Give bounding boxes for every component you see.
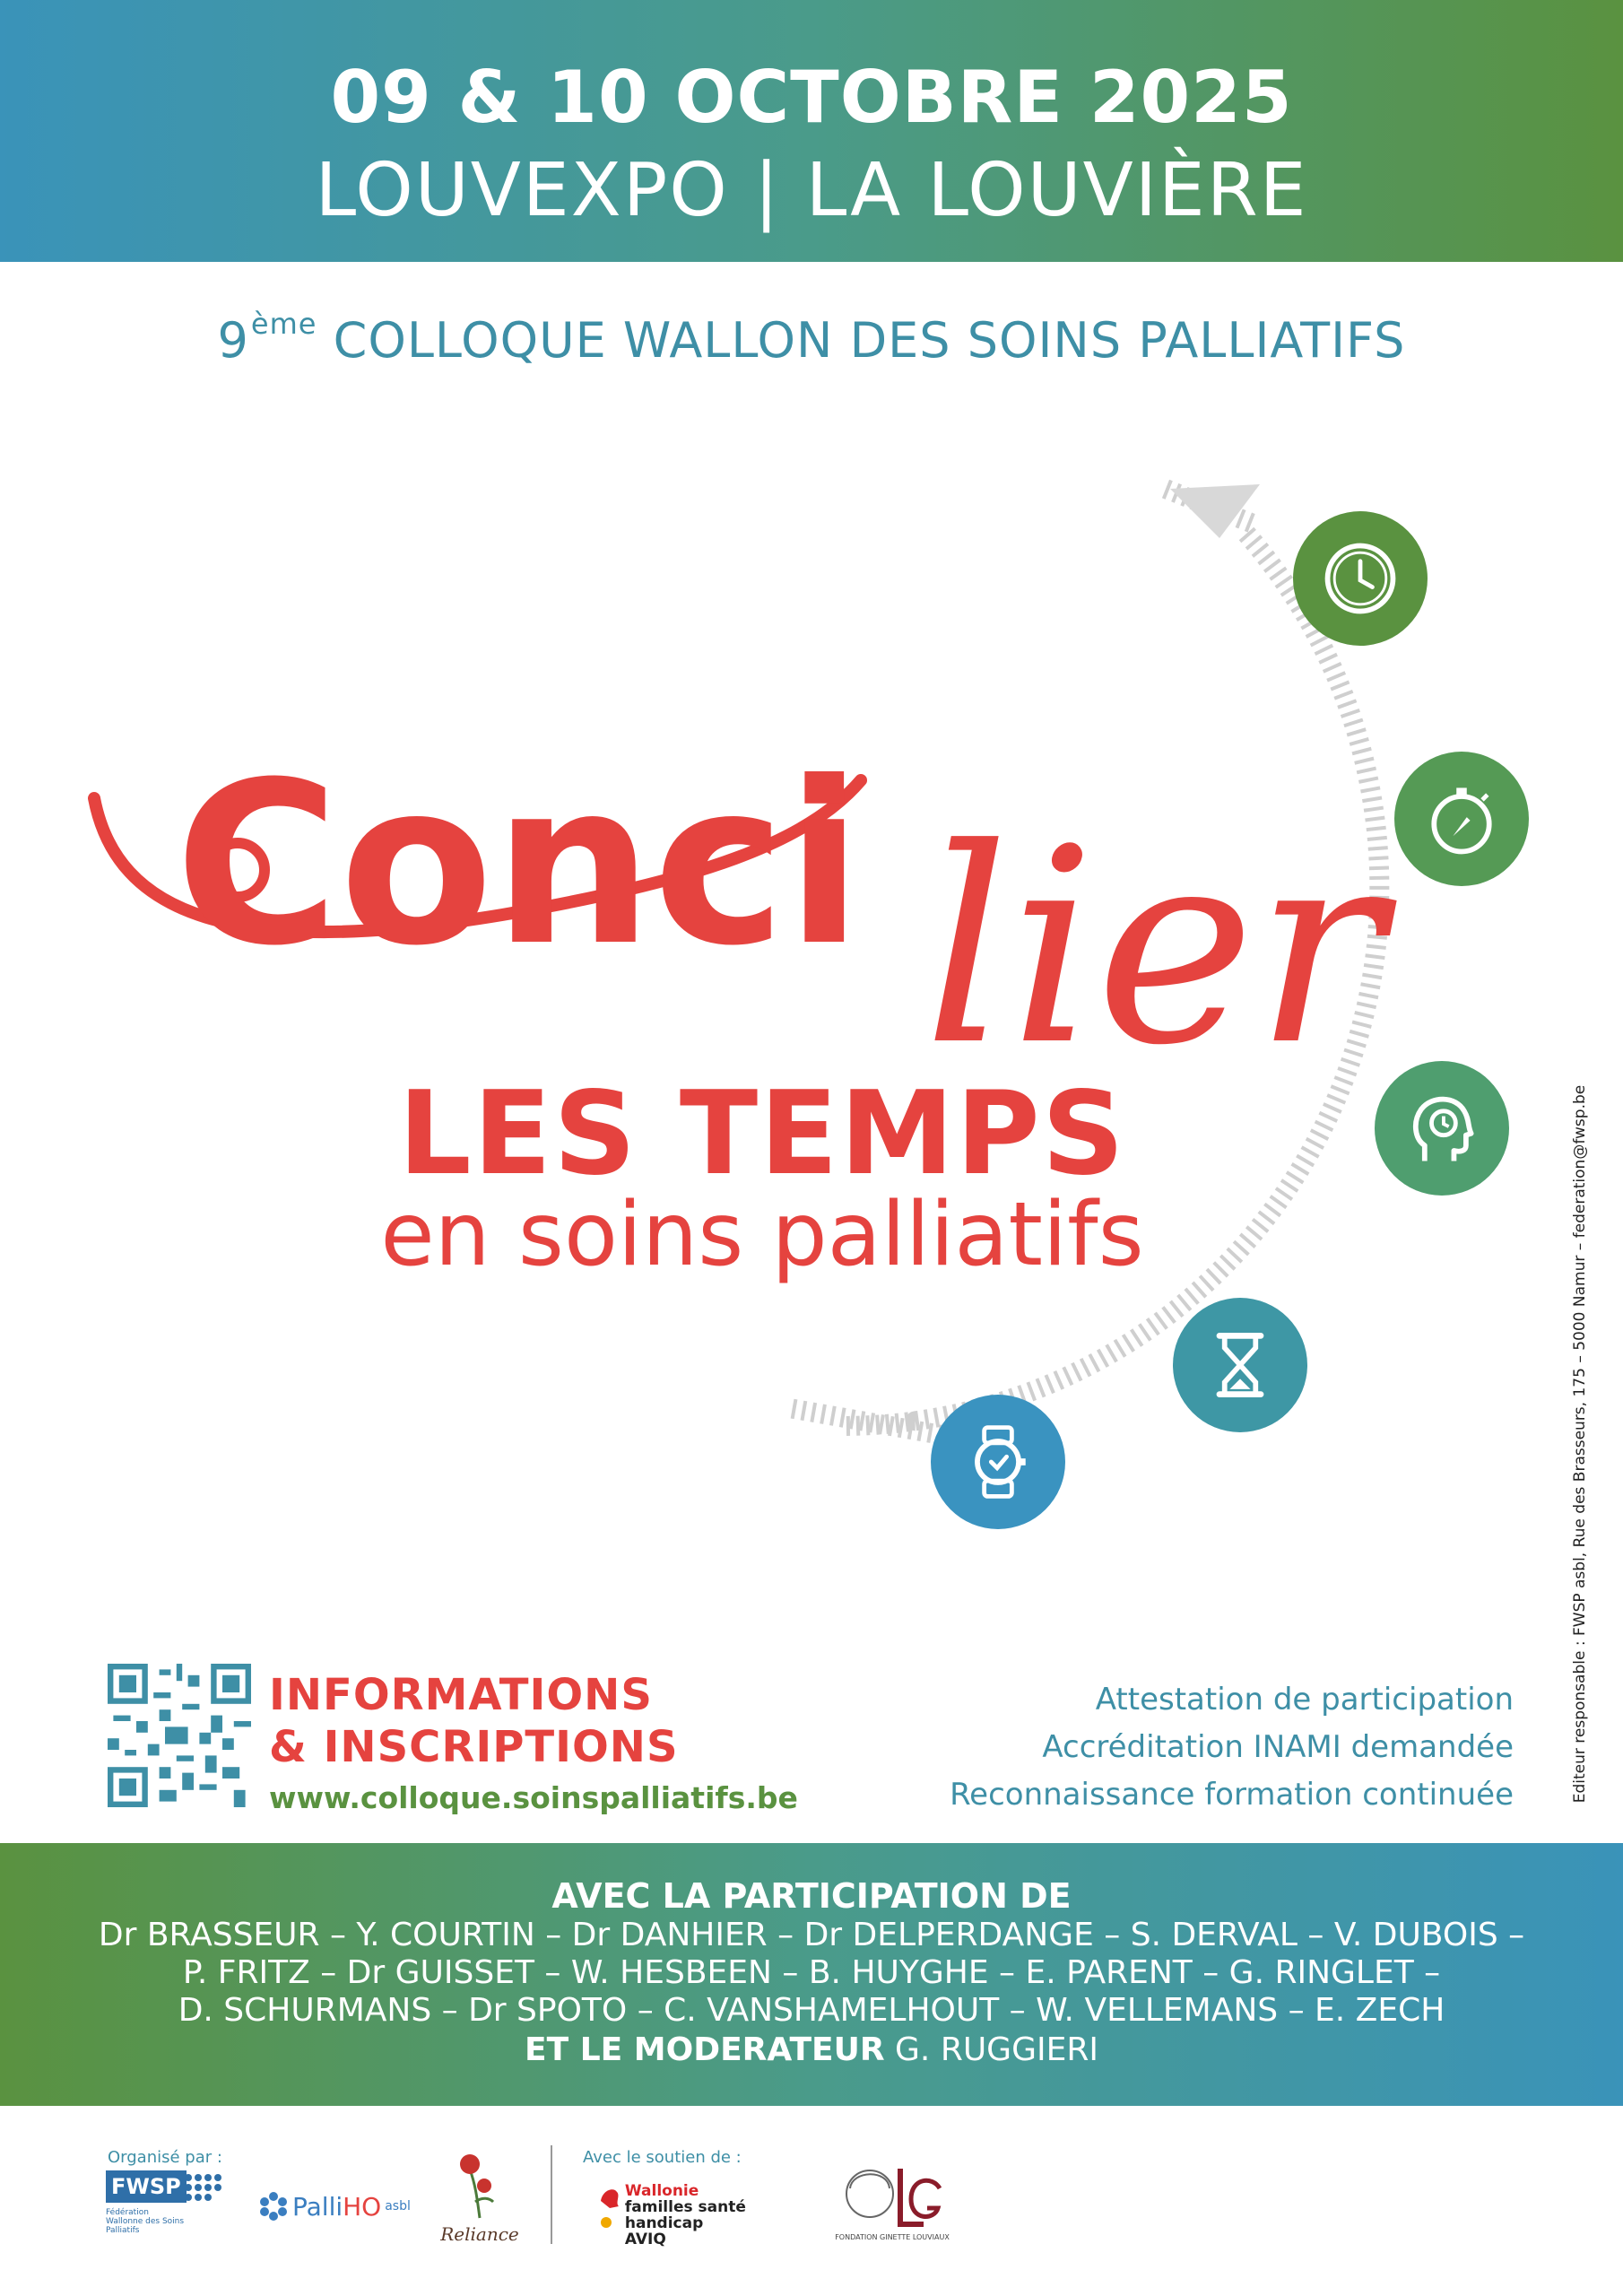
louviaux-logo-text: FONDATION GINETTE LOUVIAUX	[835, 2233, 950, 2241]
fwsp-subtitle: Fédération Wallonne des Soins Palliatifs	[106, 2208, 185, 2235]
wristwatch-icon	[931, 1395, 1065, 1529]
event-venue: LOUVEXPO | LA LOUVIÈRE	[315, 148, 1308, 233]
hourglass-icon	[1173, 1298, 1307, 1432]
event-date: 09 & 10 OCTOBRE 2025	[330, 56, 1293, 139]
reliance-logo	[430, 2148, 529, 2247]
louviaux-portrait-icon	[834, 2161, 950, 2230]
fwsp-dots-icon	[183, 2172, 228, 2203]
ordinal-number: 9	[217, 312, 249, 369]
aviq-text: AVIQ	[624, 2231, 666, 2248]
support-label: Avec le soutien de :	[583, 2148, 742, 2167]
participation-heading: AVEC LA PARTICIPATION DE	[551, 1876, 1072, 1916]
palliho-flower-icon	[258, 2191, 289, 2222]
colloque-name: COLLOQUE WALLON DES SOINS PALLIATIFS	[333, 312, 1406, 369]
title-les-temps: LES TEMPS	[398, 1067, 1126, 1201]
palliho-logo-text-a: Palli	[292, 2191, 343, 2222]
fwsp-logo-text: FWSP	[106, 2170, 187, 2203]
reliance-flower-icon	[430, 2148, 529, 2220]
palliho-logo-text-c: asbl	[385, 2199, 411, 2213]
info-url-link[interactable]: www.colloque.soinspalliatifs.be	[269, 1780, 798, 1815]
palliho-logo-text-b: HO	[343, 2191, 382, 2222]
moderator-line	[0, 2031, 1623, 2068]
moderator-label: ET LE MODERATEUR	[525, 2031, 885, 2068]
speakers-line-1: Dr BRASSEUR – Y. COURTIN – Dr DANHIER – Dr DELPERDANGE – S. DERVAL – V. DUBOIS –	[98, 1917, 1525, 1953]
accreditation-attestation: Attestation de participation	[1095, 1682, 1514, 1718]
info-heading-line2: & INSCRIPTIONS	[269, 1722, 679, 1772]
wallonie-aviq-logo	[597, 2183, 821, 2248]
reliance-logo-text: Reliance	[440, 2223, 519, 2245]
organised-label: Organisé par :	[108, 2148, 222, 2167]
ordinal-suffix: ème	[250, 307, 317, 341]
clock-icon	[1293, 511, 1428, 646]
wallonie-subtext: familles santé handicap	[624, 2198, 746, 2232]
accreditation-inami: Accréditation INAMI demandée	[1042, 1729, 1514, 1765]
speakers-line-2: P. FRITZ – Dr GUISSET – W. HESBEEN – B. HUYGHE – E. PARENT – G. RINGLET –	[182, 1954, 1441, 1991]
louviaux-logo	[834, 2161, 950, 2248]
palliho-logo	[258, 2188, 411, 2224]
editor-responsible-text: Editeur responsable : FWSP asbl, Rue des Brasseurs, 175 – 5000 Namur – federation@fwsp.be	[1571, 1084, 1589, 1804]
accreditation-formation: Reconnaissance formation continuée	[950, 1777, 1514, 1813]
moderator-name: G. RUGGIERI	[895, 2031, 1098, 2068]
editor-responsible	[1571, 1076, 1598, 1812]
wallonie-rooster-icon	[597, 2183, 621, 2231]
footer-divider	[551, 2145, 552, 2244]
title-concilier-text: Conci	[175, 734, 864, 995]
info-heading-line1: INFORMATIONS	[269, 1670, 653, 1720]
title-concilier-script-text: lier	[924, 791, 1384, 1104]
qr-code[interactable]	[108, 1664, 251, 1807]
wallonie-text: Wallonie	[624, 2182, 699, 2200]
speakers-line-3: D. SCHURMANS – Dr SPOTO – C. VANSHAMELHOUT – W. VELLEMANS – E. ZECH	[178, 1992, 1445, 2029]
fwsp-logo	[106, 2170, 231, 2242]
title-subtitle: en soins palliatifs	[380, 1184, 1144, 1286]
